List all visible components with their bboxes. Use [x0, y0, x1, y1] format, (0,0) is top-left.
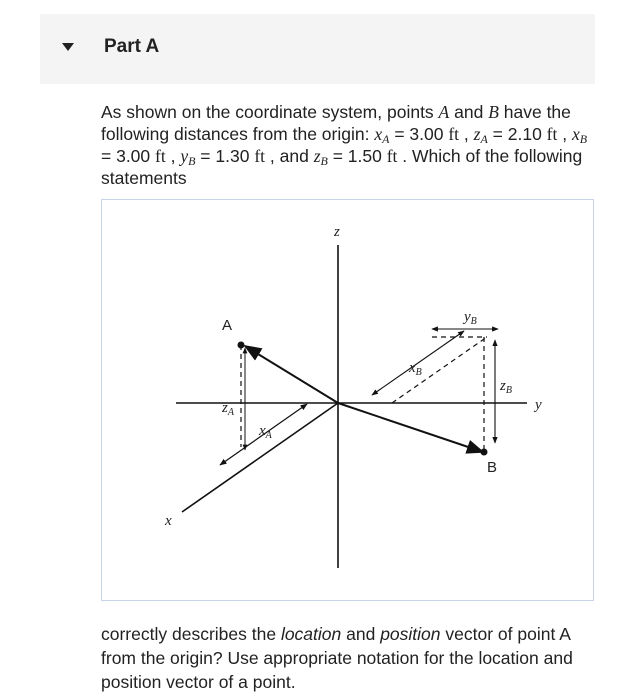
xa-label: $x_A$ — [259, 423, 272, 441]
x-axis-label: x — [165, 513, 172, 529]
xb-dashed — [392, 337, 487, 403]
question-continuation: correctly describes the location and position vector of point A from the origin? Use appropriate notation for the location and position vector of a point. — [101, 624, 573, 692]
part-header[interactable] — [40, 14, 595, 84]
z-axis-label: z — [334, 224, 340, 240]
part-title: Part A — [104, 36, 160, 57]
y-axis-label: y — [535, 397, 542, 413]
coordinate-figure — [101, 199, 594, 601]
point-b-label: B — [487, 459, 498, 476]
vector-a — [245, 346, 338, 403]
point-a-label: A — [222, 317, 233, 334]
caret-down-icon[interactable] — [62, 43, 74, 51]
question-text: As shown on the coordinate system, points A and B have the following distances from the origin: $x_A = 3.00$ ft , $z_A = 2.10$ ft , $x_B = 3.00$ ft , $y_B = 1.30$ ft , and $z_B = 1.50$ ft . Which of the following statements — [101, 102, 588, 188]
coordinate-diagram — [102, 200, 593, 600]
point-a-dot — [238, 342, 245, 349]
zb-label: $z_B$ — [500, 378, 512, 396]
za-label: $z_A$ — [222, 400, 234, 418]
vector-b — [338, 403, 483, 452]
xb-label: $x_B$ — [409, 360, 422, 378]
yb-label: $y_B$ — [464, 309, 477, 327]
x-axis-line — [182, 403, 338, 512]
point-b-dot — [481, 449, 488, 456]
